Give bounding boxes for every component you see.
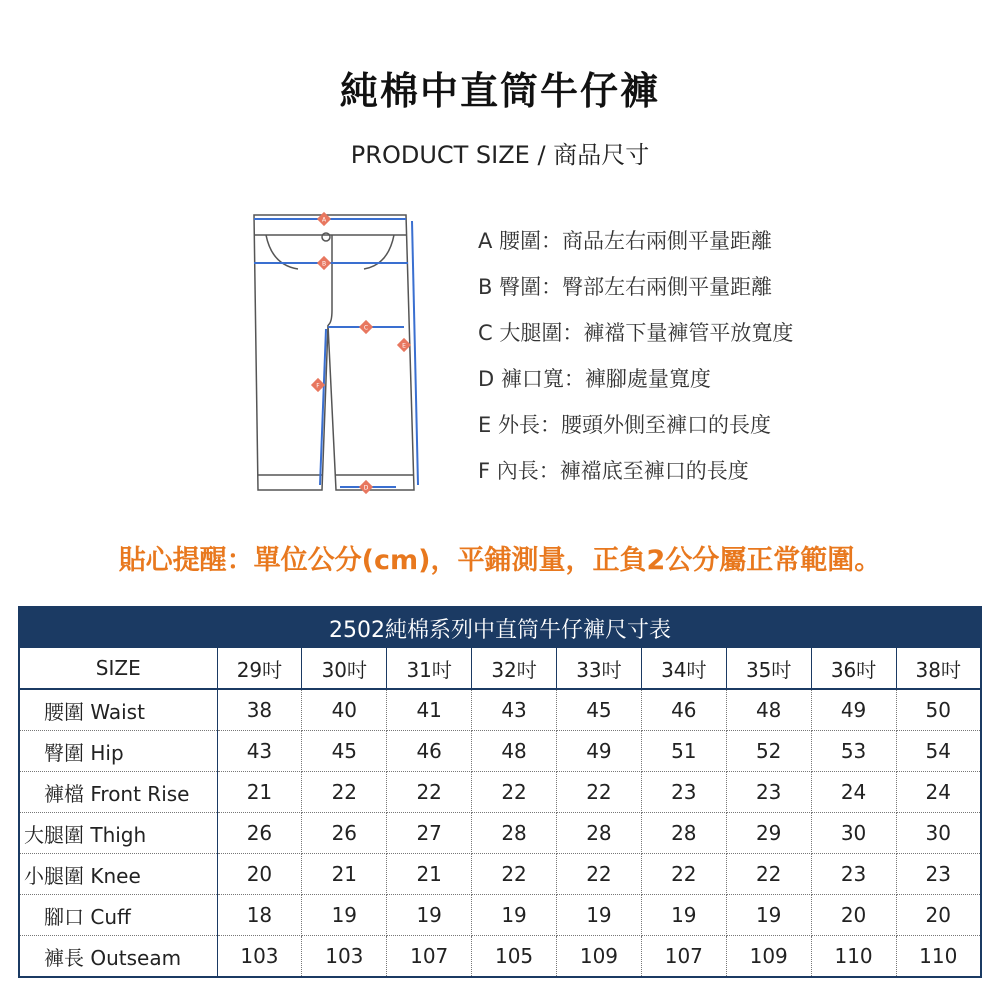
marker-b bbox=[317, 256, 331, 270]
marker-d bbox=[359, 480, 373, 494]
table-cell: 21 bbox=[387, 854, 472, 895]
table-cell: 43 bbox=[472, 689, 557, 731]
table-row bbox=[19, 689, 981, 731]
header-size: 35吋 bbox=[726, 648, 811, 689]
table-cell: 18 bbox=[217, 895, 302, 936]
table-cell: 19 bbox=[641, 895, 726, 936]
table-cell: 30 bbox=[811, 813, 896, 854]
legend-item-b: B 臀圍：臀部左右兩側平量距離 bbox=[478, 275, 773, 299]
table-row bbox=[19, 731, 981, 772]
table-cell: 24 bbox=[896, 772, 981, 813]
table-cell: 22 bbox=[557, 772, 642, 813]
table-cell: 22 bbox=[302, 772, 387, 813]
measurement-note: 貼心提醒：單位公分(cm)，平鋪測量，正負2公分屬正常範圍。 bbox=[118, 545, 882, 576]
table-cell: 22 bbox=[387, 772, 472, 813]
table-cell: 109 bbox=[557, 936, 642, 978]
table-cell: 23 bbox=[641, 772, 726, 813]
table-cell: 20 bbox=[811, 895, 896, 936]
table-cell: 48 bbox=[726, 689, 811, 731]
table-cell: 109 bbox=[726, 936, 811, 978]
row-label: 腰圍 Waist bbox=[19, 689, 217, 731]
table-cell: 22 bbox=[472, 854, 557, 895]
marker-c bbox=[359, 320, 373, 334]
table-cell: 19 bbox=[472, 895, 557, 936]
marker-d-label: D bbox=[363, 484, 369, 492]
table-cell: 110 bbox=[919, 944, 958, 968]
table-cell: 28 bbox=[557, 813, 642, 854]
marker-c-label: C bbox=[363, 324, 369, 332]
row-label: 腳口 Cuff bbox=[19, 895, 217, 936]
marker-e-label: E bbox=[402, 342, 406, 350]
header-size: 30吋 bbox=[302, 648, 387, 689]
table-cell: 43 bbox=[217, 731, 302, 772]
table-row bbox=[19, 854, 981, 895]
header-size: 33吋 bbox=[557, 648, 642, 689]
table-cell: 24 bbox=[811, 772, 896, 813]
table-cell: 22 bbox=[726, 854, 811, 895]
table-cell: 107 bbox=[641, 936, 726, 978]
table-cell: 51 bbox=[641, 731, 726, 772]
legend-item-c: C 大腿圍：褲襠下量褲管平放寬度 bbox=[478, 321, 794, 345]
table-cell: 22 bbox=[472, 772, 557, 813]
row-label: 大腿圍 Thigh bbox=[19, 813, 217, 854]
table-row bbox=[19, 772, 981, 813]
legend-item-d: D 褲口寬：褲腳處量寬度 bbox=[478, 367, 711, 391]
table-cell: 23 bbox=[726, 772, 811, 813]
table-row bbox=[19, 936, 981, 978]
table-cell: 46 bbox=[387, 731, 472, 772]
table-cell: 19 bbox=[302, 895, 387, 936]
table-cell: 40 bbox=[302, 689, 387, 731]
table-row bbox=[19, 895, 981, 936]
table-cell: 54 bbox=[896, 731, 981, 772]
table-cell: 49 bbox=[557, 731, 642, 772]
table-cell: 30 bbox=[896, 813, 981, 854]
table-cell: 23 bbox=[896, 854, 981, 895]
legend-item-e: E 外長：腰頭外側至褲口的長度 bbox=[478, 413, 771, 437]
table-cell: 45 bbox=[302, 731, 387, 772]
table-cell: 26 bbox=[302, 813, 387, 854]
table-cell: 19 bbox=[387, 895, 472, 936]
marker-a-label: A bbox=[321, 216, 327, 224]
table-cell: 28 bbox=[641, 813, 726, 854]
table-cell: 22 bbox=[641, 854, 726, 895]
table-cell: 41 bbox=[387, 689, 472, 731]
button bbox=[322, 233, 330, 241]
header-size-label: SIZE bbox=[19, 648, 217, 689]
size-table bbox=[18, 606, 982, 978]
header-size: 31吋 bbox=[387, 648, 472, 689]
table-cell: 103 bbox=[217, 936, 302, 978]
table-cell: 49 bbox=[811, 689, 896, 731]
header-size: 38吋 bbox=[896, 648, 981, 689]
table-cell: 19 bbox=[726, 895, 811, 936]
fly-line bbox=[328, 235, 332, 325]
table-cell: 20 bbox=[896, 895, 981, 936]
table-cell: 38 bbox=[217, 689, 302, 731]
table-cell: 52 bbox=[726, 731, 811, 772]
table-cell: 50 bbox=[896, 689, 981, 731]
page-title: 純棉中直筒牛仔褲 bbox=[339, 69, 660, 113]
measurement-legend bbox=[478, 224, 898, 500]
table-cell: 107 bbox=[387, 936, 472, 978]
marker-b-label: B bbox=[321, 260, 327, 268]
table-cell: 21 bbox=[217, 772, 302, 813]
jeans-diagram bbox=[236, 205, 436, 505]
legend-item-a: A 腰圍：商品左右兩側平量距離 bbox=[478, 229, 773, 253]
row-label: 小腿圍 Knee bbox=[19, 854, 217, 895]
jeans-silhouette bbox=[254, 215, 414, 490]
page-subtitle: PRODUCT SIZE / 商品尺寸 bbox=[350, 141, 650, 169]
row-label: 臀圍 Hip bbox=[19, 731, 217, 772]
jeans-outline bbox=[254, 215, 414, 490]
table-cell: 19 bbox=[557, 895, 642, 936]
table-body bbox=[19, 689, 981, 977]
table-cell: 22 bbox=[557, 854, 642, 895]
table-cell: 53 bbox=[811, 731, 896, 772]
header-size: 29吋 bbox=[217, 648, 302, 689]
table-cell: 26 bbox=[217, 813, 302, 854]
table-row bbox=[19, 813, 981, 854]
table-caption: 2502純棉系列中直筒牛仔褲尺寸表 bbox=[19, 607, 981, 648]
marker-a bbox=[317, 212, 331, 226]
table-cell: 28 bbox=[472, 813, 557, 854]
table-cell: 27 bbox=[387, 813, 472, 854]
table-header-row bbox=[19, 648, 981, 689]
table-cell: 48 bbox=[472, 731, 557, 772]
table-cell: 103 bbox=[302, 936, 387, 978]
header-size: 34吋 bbox=[641, 648, 726, 689]
table-cell: 20 bbox=[217, 854, 302, 895]
table-cell: 45 bbox=[557, 689, 642, 731]
table-cell: 105 bbox=[472, 936, 557, 978]
table-cell: 29 bbox=[726, 813, 811, 854]
table-cell: 23 bbox=[811, 854, 896, 895]
table-cell: 21 bbox=[302, 854, 387, 895]
marker-f-label: F bbox=[316, 382, 320, 390]
table-cell: 110 bbox=[811, 936, 896, 978]
row-label: 褲長 Outseam bbox=[19, 936, 217, 978]
table-cell: 46 bbox=[641, 689, 726, 731]
header-size: 32吋 bbox=[472, 648, 557, 689]
row-label: 褲檔 Front Rise bbox=[19, 772, 217, 813]
legend-item-f: F 內長：褲襠底至褲口的長度 bbox=[478, 459, 749, 483]
header-size: 36吋 bbox=[811, 648, 896, 689]
